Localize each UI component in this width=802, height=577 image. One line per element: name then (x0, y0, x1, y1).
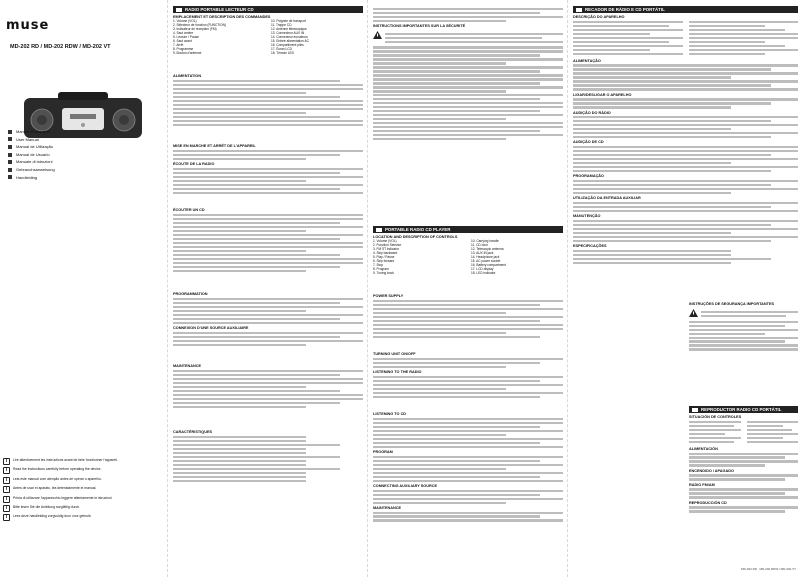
legend-row: i Lees deze handleiding zorgvuldig door voor gebruik. (3, 514, 165, 521)
pt-subheading: AUDIÇÃO DO RÁDIO (573, 110, 611, 115)
info-icon: i (3, 458, 10, 465)
es-subheading: ALIMENTACIÓN (689, 446, 718, 451)
language-list (8, 128, 56, 181)
warning-icon (373, 31, 382, 39)
pt-subheading: AUDIÇÃO DE CD (573, 140, 604, 145)
fr-subheading: CONNEXION D'UNE SOURCE AUXILIAIRE (173, 325, 249, 330)
en-section-cd (373, 410, 563, 523)
en-subheading: MAINTENANCE (373, 505, 402, 510)
language-item: User Manual (8, 136, 56, 144)
es-subheading: REPRODUCCIÓN CD (689, 500, 727, 505)
en-subheading: POWER SUPPLY (373, 294, 404, 298)
pt-subheading: ALIMENTAÇÃO (573, 58, 601, 63)
fr-subheading: MAINTENANCE (173, 364, 202, 368)
language-item: Manuel d'utilisation (8, 128, 56, 136)
portuguese-spanish-panel (567, 0, 802, 577)
legend-row: i Antes de usar el aparato, lea detenidamente el manual. (3, 486, 165, 493)
en-subheading: LOCATION AND DESCRIPTION OF CONTROLS (373, 235, 458, 239)
legend-row: i Lire attentivement les instructions avant de faire fonctionner l'appareil. (3, 458, 165, 465)
en-subheading: TURNING UNIT ON/OFF (373, 352, 416, 356)
fr-heading: RADIO PORTABLE LECTEUR CD (173, 6, 363, 13)
es-subheading: ENCENDIDO / APAGADO (689, 468, 734, 473)
fr-section-cd (173, 206, 363, 274)
en-subheading: CONNECTING AUXILIARY SOURCE (373, 483, 437, 488)
en-subheading: PROGRAM (373, 449, 393, 454)
en-controls-list: 1. Volume (VOL) 2. Function Selector 3. FM ST indicator 4. Skip backward 5. Play / Pause 6. Skip forward 7. Stop 8. Program 9. Tuning knob 10. Carrying handle 11. CD door 12. Telescopic antenna 13. AUX IN jack 14. Headphone jack 15. AC power socket 16. Battery compartment 17. LCD display 18. LED indicator (373, 239, 506, 275)
flag-icon (376, 228, 382, 232)
legend-row: i Read the instructions carefully before operating the device. (3, 467, 165, 474)
fr-subheading: ALIMENTATION (173, 74, 202, 78)
info-icon: i (3, 514, 10, 521)
es-subheading: SITUACIÓN DE CONTROLES (689, 415, 742, 419)
footer-models: MD-202 RD MD-202 RDW / MD-202 VT (741, 567, 796, 571)
cover-panel (0, 0, 167, 577)
model-numbers: MD-202 RD / MD-202 RDW / MD-202 VT (10, 44, 111, 50)
fr-section-specs (173, 428, 363, 484)
info-icon: i (3, 496, 10, 503)
fr-controls-list: 1. Volume (VOL) 2. Sélecteur de fonction (FUNCTION) 3. Indicateur de réception (FM) 4. Saut arrière 5. Lecture / Pause 6. Saut avant 7. Arrêt 8. Programme 9. Bouton d'antenne 10. Poignée de transport 11. Trappe CD 12. Antenne télescopique 13. Connecteur AUX IN 14. Connecteur écouteurs 15. Entrée alimentation AC 16. Compartiment piles 17. Écran LCD 18. Témoin LED (173, 19, 309, 55)
language-item: Handleiding (8, 174, 56, 182)
fr-safety-section (373, 6, 563, 142)
pt-subheading: UTILIZAÇÃO DA ENTRADA AUXILIAR (573, 196, 641, 201)
en-heading: PORTABLE RADIO CD PLAYER (373, 226, 563, 233)
pt-subheading: MANUTENÇÃO (573, 214, 601, 219)
pt-heading: RECADOR DE RÁDIO E CD PORTÁTIL (573, 6, 798, 13)
fr-subheading: EMPLACEMENT ET DESCRIPTION DES COMMANDES (173, 15, 271, 19)
info-icon: i (3, 505, 10, 512)
pt-subheading: DESCRIÇÃO DO APARELHO (573, 15, 625, 19)
es-section (689, 406, 798, 514)
fr-section-program (173, 290, 363, 348)
language-item: Manuale di istruzioni (8, 158, 56, 166)
pt-subheading: ESPECIFICAÇÕES (573, 244, 607, 249)
pt-subheading: LIGAR/DESLIGAR O APARELHO (573, 92, 632, 97)
brand-logo: muse (6, 18, 50, 33)
en-subheading: LISTENING TO CD (373, 412, 407, 416)
language-item: Manual de Usuario (8, 151, 56, 159)
es-subheading: RADIO FM/AM (689, 482, 715, 487)
en-section-power (373, 292, 563, 340)
french-panel (167, 0, 367, 577)
legend-row: i Bitte lesen Sie die Anleitung sorgfältig durch. (3, 505, 165, 512)
language-item: Manual de Utilização (8, 143, 56, 151)
read-instructions-legend (3, 458, 165, 524)
en-section-onoff (373, 350, 563, 400)
fr-subheading: CARACTÉRISTIQUES (173, 430, 213, 434)
en-section-controls (373, 226, 563, 275)
pt-section-controls (573, 6, 798, 266)
fr-subheading: PROGRAMMATION (173, 292, 208, 296)
fr-safety-heading: INSTRUCTIONS IMPORTANTES SUR LA SÉCURITÉ (373, 23, 466, 28)
flag-icon (176, 8, 182, 12)
pt-safety-section (689, 300, 798, 352)
flag-icon (576, 8, 582, 12)
pt-subheading: PROGRAMAÇÃO (573, 174, 605, 179)
fr-subheading: ÉCOUTE DE LA RADIO (173, 161, 215, 166)
language-item: Gebrauchsanweisung (8, 166, 56, 174)
warning-icon (689, 309, 698, 317)
legend-row: i Leia este manual com atenção antes de operar o aparelho. (3, 477, 165, 484)
pt-safety-heading: INSTRUÇÕES DE SEGURANÇA IMPORTANTES (689, 302, 775, 306)
fr-section-power (173, 72, 363, 128)
info-icon: i (3, 486, 10, 493)
en-subheading: LISTENING TO THE RADIO (373, 369, 422, 374)
legend-row: i Prima di utilizzare l'apparecchio leggere attentamente le istruzioni. (3, 496, 165, 503)
es-heading: REPRODUCTOR RADIO CD PORTÁTIL (689, 406, 798, 413)
fr-subheading: ÉCOUTER UN CD (173, 208, 205, 212)
fr-section-maintenance (173, 362, 363, 410)
fr-section-controls (173, 6, 363, 55)
fr-subheading: MISE EN MARCHE ET ARRÊT DE L'APPAREIL (173, 144, 256, 148)
info-icon: i (3, 477, 10, 484)
english-panel (367, 0, 567, 577)
flag-icon (692, 408, 698, 412)
info-icon: i (3, 467, 10, 474)
fr-section-onoff (173, 142, 363, 196)
